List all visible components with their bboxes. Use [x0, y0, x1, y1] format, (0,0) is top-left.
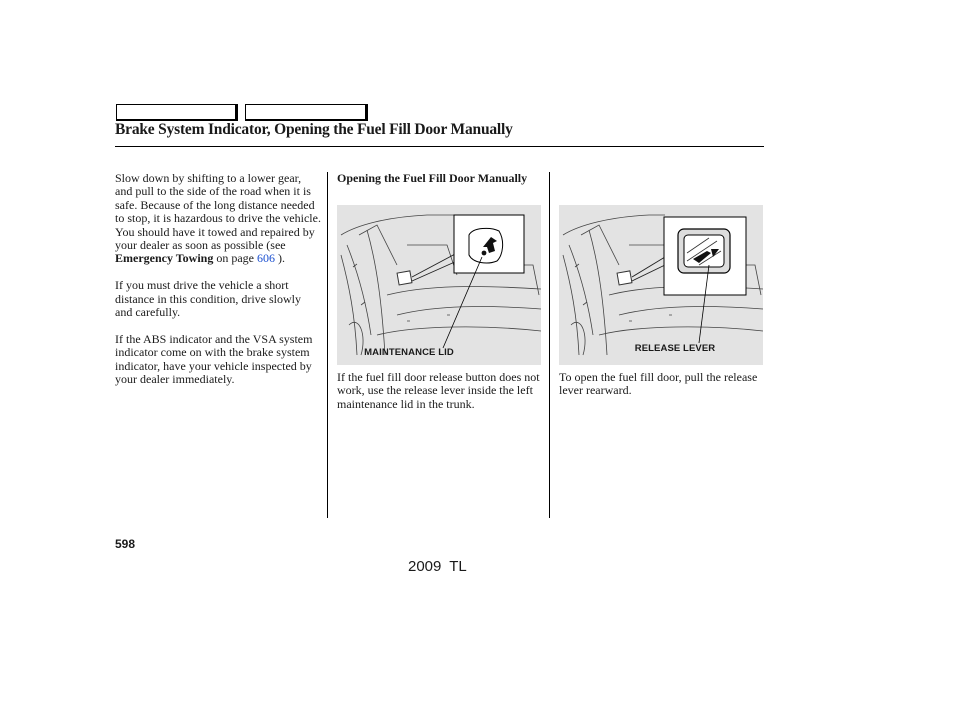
trunk-illustration-2	[559, 205, 763, 365]
section-heading-fuel-door: Opening the Fuel Fill Door Manually	[337, 171, 528, 185]
page-link-606[interactable]: 606	[257, 251, 275, 266]
header-tab-box-2	[245, 104, 368, 121]
title-divider	[115, 146, 764, 147]
trunk-illustration-1	[337, 205, 541, 365]
figure-label-maintenance-lid: MAINTENANCE LID	[364, 347, 454, 358]
paragraph-slow-down	[115, 172, 321, 266]
paragraph-abs-vsa: If the ABS indicator and the VSA system indicator come on with the brake system indicator, have your vehicle inspected by your dealer immediately.	[115, 331, 313, 387]
header-tab-box-1	[116, 104, 238, 121]
footer-model: 2009 TL	[408, 558, 467, 575]
column-divider-2	[549, 172, 550, 518]
paragraph-release-button: If the fuel fill door release button does not work, use the release lever inside the left maintenance lid in the trunk.	[337, 370, 540, 411]
column-divider-1	[327, 172, 328, 518]
page-title: Brake System Indicator, Opening the Fuel Fill Door Manually	[115, 121, 513, 138]
reference-prefix: on page	[216, 251, 254, 266]
figure-release-lever	[559, 205, 763, 365]
paragraph-short-distance: If you must drive the vehicle a short distance in this condition, drive slowly and carefully.	[115, 278, 301, 320]
paragraph-pull-lever: To open the fuel fill door, pull the release lever rearward.	[559, 370, 758, 398]
paragraph-slow-down-text: Slow down by shifting to a lower gear, and pull to the side of the road when it is safe. Because of the long distance needed to stop, it is hazardous to drive the vehicle. You should have it towed and repaired by your dealer as soon as possible (see	[115, 171, 321, 253]
page-number: 598	[115, 537, 136, 551]
figure-maintenance-lid	[337, 205, 541, 365]
column-brake-text	[115, 172, 321, 400]
figure-label-release-lever: RELEASE LEVER	[634, 343, 716, 354]
emergency-towing-reference: Emergency Towing	[115, 251, 214, 266]
reference-suffix: ).	[278, 251, 285, 266]
